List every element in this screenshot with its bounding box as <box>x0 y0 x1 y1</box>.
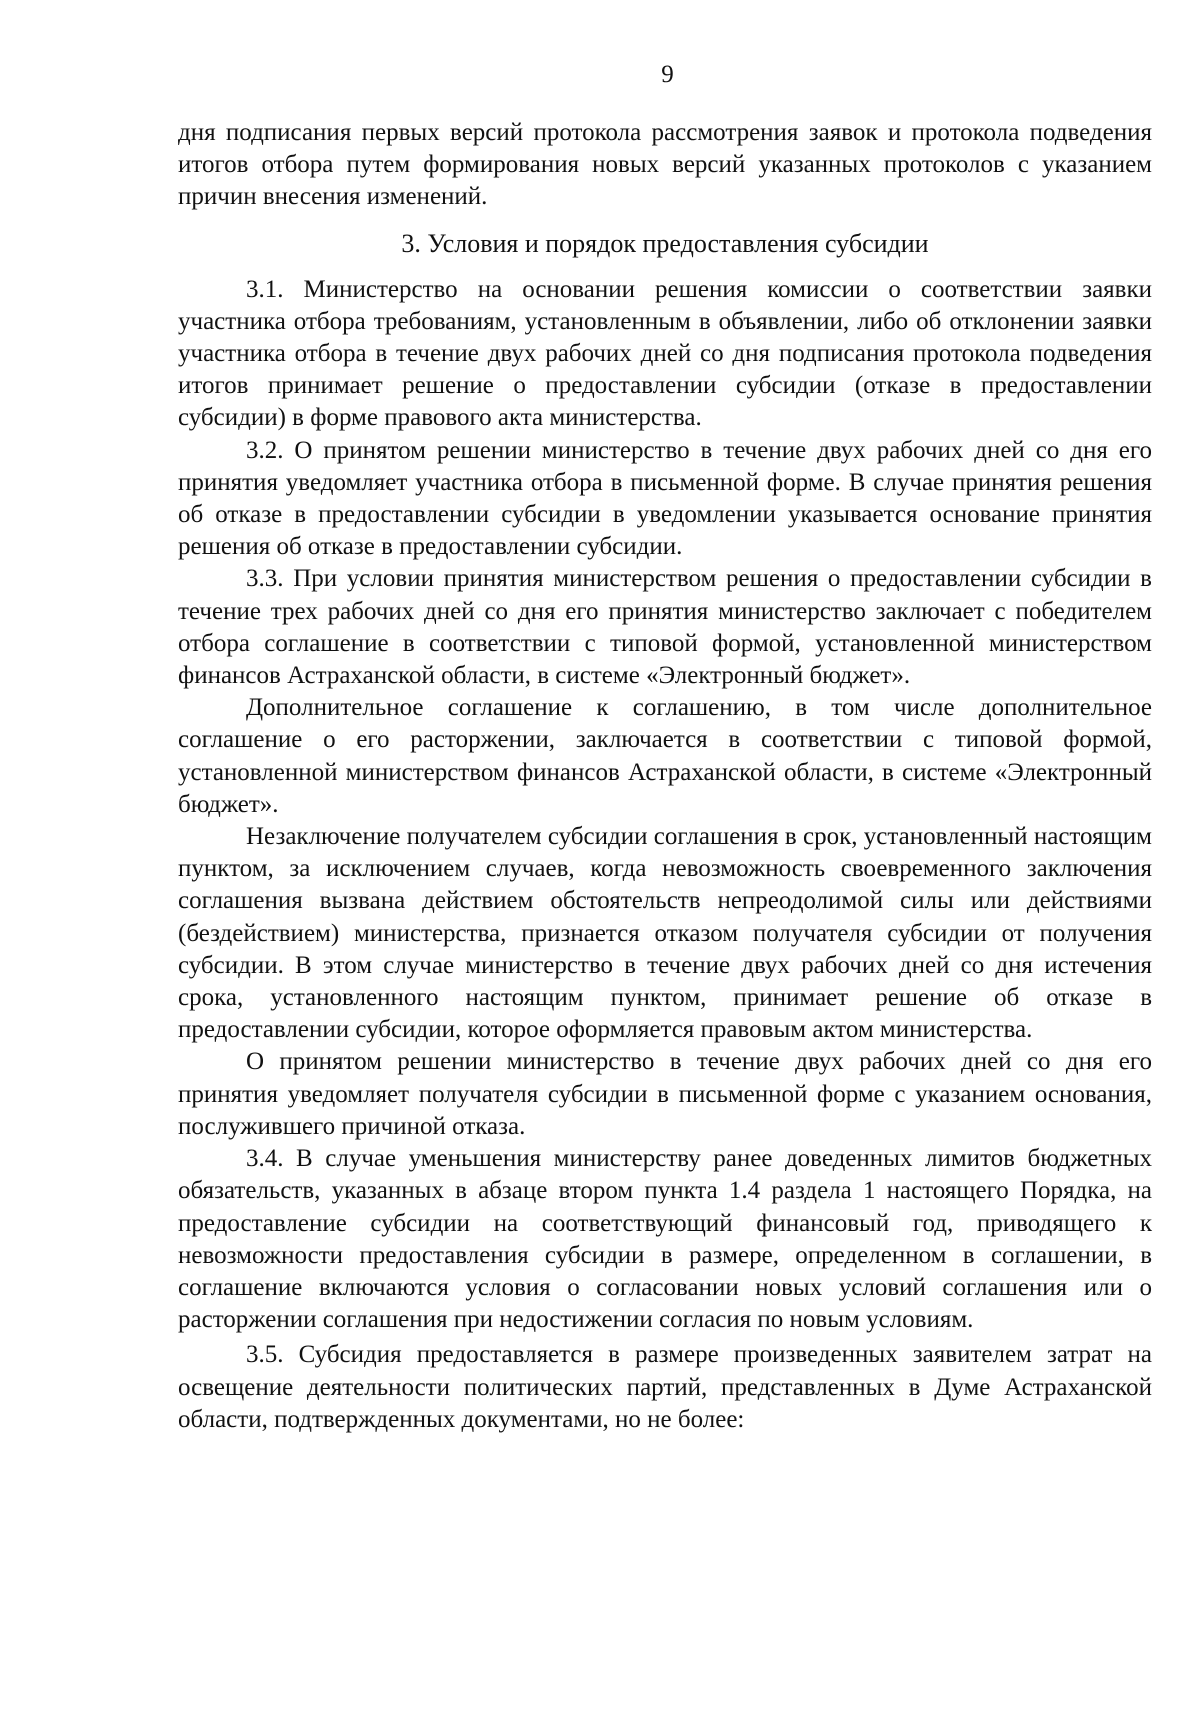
paragraph-non-conclusion: Незаключение получателем субсидии соглашения в срок, установленный настоящим пунктом, за исключением случаев, когда невозможность своевременного заключения соглашения вызвана действием обстоятельств непреодолимой силы или действиями (бездействием) министерства, признается отказом получателя субсидии от получения субсидии. В этом случае министерство в течение двух рабочих дней со дня истечения срока, установленного настоящим пунктом, принимает решение об отказе в предоставлении субсидии, которое оформляется правовым актом министерства. <box>178 823 1152 1044</box>
paragraph-continuation: дня подписания первых версий протокола рассмотрения заявок и протокола подведения итогов отбора путем формирования новых версий указанных протоколов с указанием причин внесения изменений. <box>178 119 1152 211</box>
paragraph-3-2: 3.2. О принятом решении министерство в течение двух рабочих дней со дня его принятия уведомляет участника отбора в письменной форме. В случае принятия решения об отказе в предоставлении субсидии в уведомлении указывается основание принятия решения об отказе в предоставлении субсидии. <box>178 436 1152 561</box>
paragraph-notification: О принятом решении министерство в течение двух рабочих дней со дня его принятия уведомляет получателя субсидии в письменной форме с указанием основания, послужившего причиной отказа. <box>178 1048 1152 1140</box>
paragraph-3-3: 3.3. При условии принятия министерством решения о предоставлении субсидии в течение трех рабочих дней со дня его принятия министерство заключает с победителем отбора соглашение в соответствии с типовой формой, установленной министерством финансов Астраханской области, в системе «Электронный бюджет». <box>178 565 1152 690</box>
paragraph-3-4: 3.4. В случае уменьшения министерству ранее доведенных лимитов бюджетных обязательств, указанных в абзаце втором пункта 1.4 раздела 1 настоящего Порядка, на предоставление субсидии на соответствующий финансовый год, приводящего к невозможности предоставления субсидии в размере, определенном в соглашении, в соглашение включаются условия о согласовании новых условий соглашения или о расторжении соглашения при недостижении согласия по новым условиям. <box>178 1145 1152 1334</box>
page-number: 9 <box>661 61 674 88</box>
paragraph-additional-agreement: Дополнительное соглашение к соглашению, в том числе дополнительное соглашение о его расторжении, заключается в соответствии с типовой формой, установленной министерством финансов Астраханской области, в системе «Электронный бюджет». <box>178 694 1152 818</box>
paragraph-3-5: 3.5. Субсидия предоставляется в размере произведенных заявителем затрат на освещение деятельности политических партий, представленных в Думе Астраханской области, подтвержденных документами, но не более: <box>178 1341 1152 1433</box>
document-body <box>178 117 1152 1436</box>
paragraph-3-1: 3.1. Министерство на основании решения комиссии о соответствии заявки участника отбора требованиям, установленным в объявлении, либо об отклонении заявки участника отбора в течение двух рабочих дней со дня подписания протокола подведения итогов принимает решение о предоставлении субсидии (отказе в предоставлении субсидии) в форме правового акта министерства. <box>178 275 1152 432</box>
section-heading: 3. Условия и порядок предоставления субсидии <box>401 228 929 258</box>
